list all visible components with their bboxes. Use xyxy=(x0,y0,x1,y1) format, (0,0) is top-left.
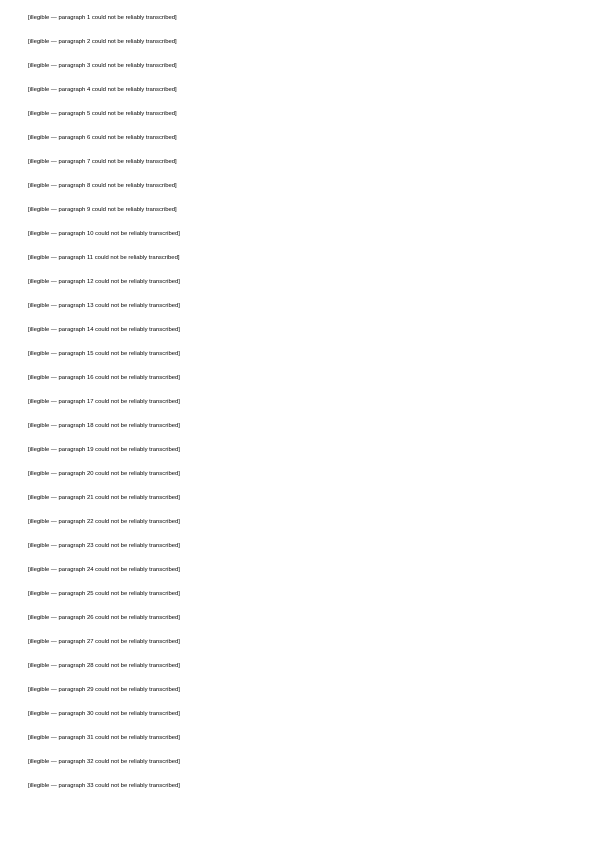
paragraph: [illegible — paragraph 16 could not be reliably transcribed] xyxy=(28,375,180,381)
paragraph: [illegible — paragraph 27 could not be reliably transcribed] xyxy=(28,639,180,645)
paragraph: [illegible — paragraph 19 could not be reliably transcribed] xyxy=(28,447,180,453)
paragraph: [illegible — paragraph 6 could not be reliably transcribed] xyxy=(28,135,177,141)
paragraph: [illegible — paragraph 11 could not be reliably transcribed] xyxy=(28,255,180,261)
document-body xyxy=(28,12,577,792)
paragraph: [illegible — paragraph 31 could not be reliably transcribed] xyxy=(28,735,180,741)
paragraph: [illegible — paragraph 2 could not be reliably transcribed] xyxy=(28,39,177,45)
paragraph: [illegible — paragraph 4 could not be reliably transcribed] xyxy=(28,87,177,93)
paragraph: [illegible — paragraph 13 could not be reliably transcribed] xyxy=(28,303,180,309)
paragraph: [illegible — paragraph 12 could not be reliably transcribed] xyxy=(28,279,180,285)
paragraph: [illegible — paragraph 14 could not be reliably transcribed] xyxy=(28,327,180,333)
paragraph: [illegible — paragraph 32 could not be reliably transcribed] xyxy=(28,759,180,765)
paragraph: [illegible — paragraph 28 could not be reliably transcribed] xyxy=(28,663,180,669)
paragraph: [illegible — paragraph 7 could not be reliably transcribed] xyxy=(28,159,177,165)
paragraph: [illegible — paragraph 21 could not be reliably transcribed] xyxy=(28,495,180,501)
paragraph: [illegible — paragraph 9 could not be reliably transcribed] xyxy=(28,207,177,213)
paragraph: [illegible — paragraph 24 could not be reliably transcribed] xyxy=(28,567,180,573)
paragraph: [illegible — paragraph 18 could not be reliably transcribed] xyxy=(28,423,180,429)
paragraph: [illegible — paragraph 29 could not be reliably transcribed] xyxy=(28,687,180,693)
paragraph: [illegible — paragraph 22 could not be reliably transcribed] xyxy=(28,519,180,525)
paragraph: [illegible — paragraph 30 could not be reliably transcribed] xyxy=(28,711,180,717)
paragraph: [illegible — paragraph 33 could not be reliably transcribed] xyxy=(28,783,180,789)
paragraph: [illegible — paragraph 23 could not be reliably transcribed] xyxy=(28,543,180,549)
paragraph: [illegible — paragraph 1 could not be reliably transcribed] xyxy=(28,15,177,21)
paragraph: [illegible — paragraph 5 could not be reliably transcribed] xyxy=(28,111,177,117)
paragraph: [illegible — paragraph 17 could not be reliably transcribed] xyxy=(28,399,180,405)
paragraph: [illegible — paragraph 25 could not be reliably transcribed] xyxy=(28,591,180,597)
paragraph: [illegible — paragraph 10 could not be reliably transcribed] xyxy=(28,231,180,237)
paragraph: [illegible — paragraph 26 could not be reliably transcribed] xyxy=(28,615,180,621)
paragraph: [illegible — paragraph 20 could not be reliably transcribed] xyxy=(28,471,180,477)
paragraph: [illegible — paragraph 15 could not be reliably transcribed] xyxy=(28,351,180,357)
paragraph: [illegible — paragraph 8 could not be reliably transcribed] xyxy=(28,183,177,189)
paragraph: [illegible — paragraph 3 could not be reliably transcribed] xyxy=(28,63,177,69)
